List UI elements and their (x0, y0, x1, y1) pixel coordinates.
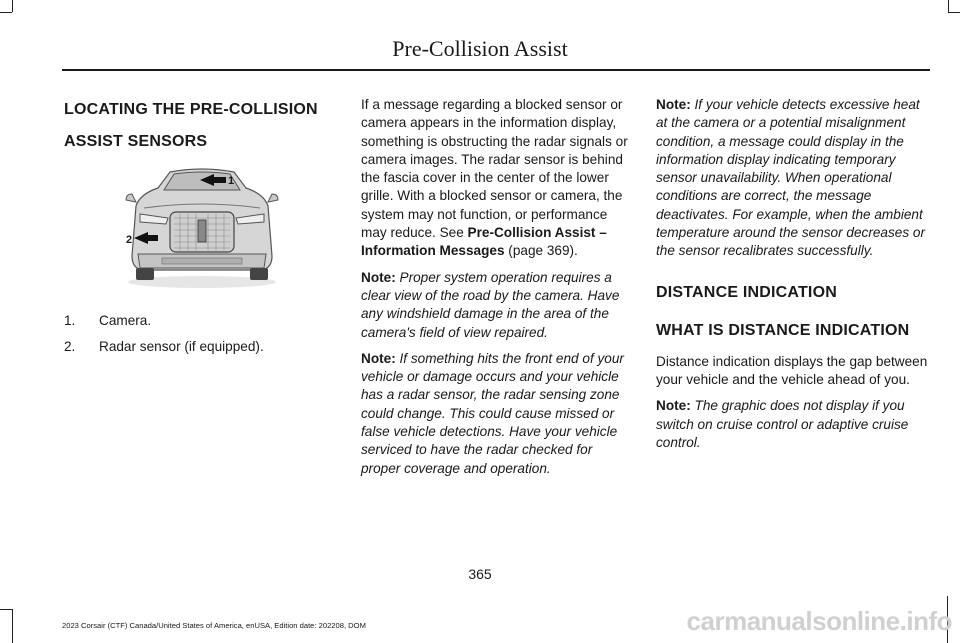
header-rule (62, 69, 930, 71)
note-text: If something hits the front end of your vehicle or damage occurs and your vehicle has a radar sensor, the radar sensing zone could change. This could cause missed or false vehicle detections. Have your vehicle serviced to have the radar checked for proper coverage and operation. (361, 350, 624, 476)
vehicle-front-illustration (122, 164, 282, 290)
page-number: 365 (468, 566, 492, 582)
column-right (656, 96, 930, 460)
list-item-number: 2. (64, 339, 76, 355)
list-item-text: Camera. (99, 313, 152, 328)
callout-number: 1 (228, 175, 235, 187)
note-text: Proper system operation requires a clear view of the road by the camera. Have any windshield damage in the area of the camera's field of view repaired. (361, 269, 620, 340)
note-text: The graphic does not display if you switch on cruise control or adaptive cruise control. (656, 398, 909, 450)
watermark: carmanualsonline.info (686, 606, 952, 636)
column-left (64, 96, 326, 365)
subsection-heading: WHAT IS DISTANCE INDICATION (656, 321, 910, 339)
crop-mark (948, 12, 960, 13)
note-paragraph (361, 269, 633, 342)
crop-mark (0, 609, 12, 610)
section-heading-line: ASSIST SENSORS (64, 133, 208, 150)
section-heading (64, 96, 326, 156)
note-label: Note: (656, 97, 691, 112)
list-item (64, 312, 326, 330)
page-header-title: Pre-Collision Assist (392, 36, 568, 61)
cross-reference-link[interactable]: Pre-Collision Assist – Information Messages (361, 225, 607, 259)
callout-number: 2 (126, 234, 133, 246)
column-middle (361, 96, 633, 486)
note-paragraph (656, 397, 930, 452)
body-text: If a message regarding a blocked sensor or camera appears in the information display, something is obstructing the radar signals or camera images. The radar sensor is behind the fascia cover in the center of the lower grille. With a blocked sensor or camera, the system may not function, or performance may reduce. See (361, 97, 628, 241)
page-reference: (page 369). (504, 243, 578, 259)
note-paragraph (656, 96, 930, 261)
list-item-number: 1. (64, 313, 76, 328)
note-label: Note: (656, 398, 691, 414)
note-label: Note: (361, 350, 396, 366)
list-item (64, 338, 326, 356)
body-paragraph (361, 96, 633, 261)
car-front-svg (122, 164, 282, 290)
section-heading-line: LOCATING THE PRE-COLLISION (64, 101, 318, 118)
figure-legend-list (64, 312, 326, 357)
edition-footer: 2023 Corsair (CTF) Canada/United States of America, enUSA, Edition date: 202208, DOM (62, 621, 366, 630)
note-paragraph (361, 350, 633, 478)
crop-mark (12, 0, 13, 12)
body-paragraph: Distance indication displays the gap between your vehicle and the vehicle ahead of you. (656, 353, 928, 387)
list-item-text: Radar sensor (if equipped). (99, 339, 264, 355)
section-heading: DISTANCE INDICATION (656, 283, 837, 301)
crop-mark (948, 0, 949, 12)
note-text: If your vehicle detects excessive heat at the camera or a potential misalignment condition, a message could display in the information display indicating temporary sensor unavailability. When operational conditions are correct, the message deactivates. For example, when the ambient temperature around the sensor decreases or the sensor recalibrates successfully. (656, 97, 926, 259)
crop-mark (12, 609, 13, 643)
crop-mark (0, 12, 12, 13)
note-label: Note: (361, 269, 396, 285)
